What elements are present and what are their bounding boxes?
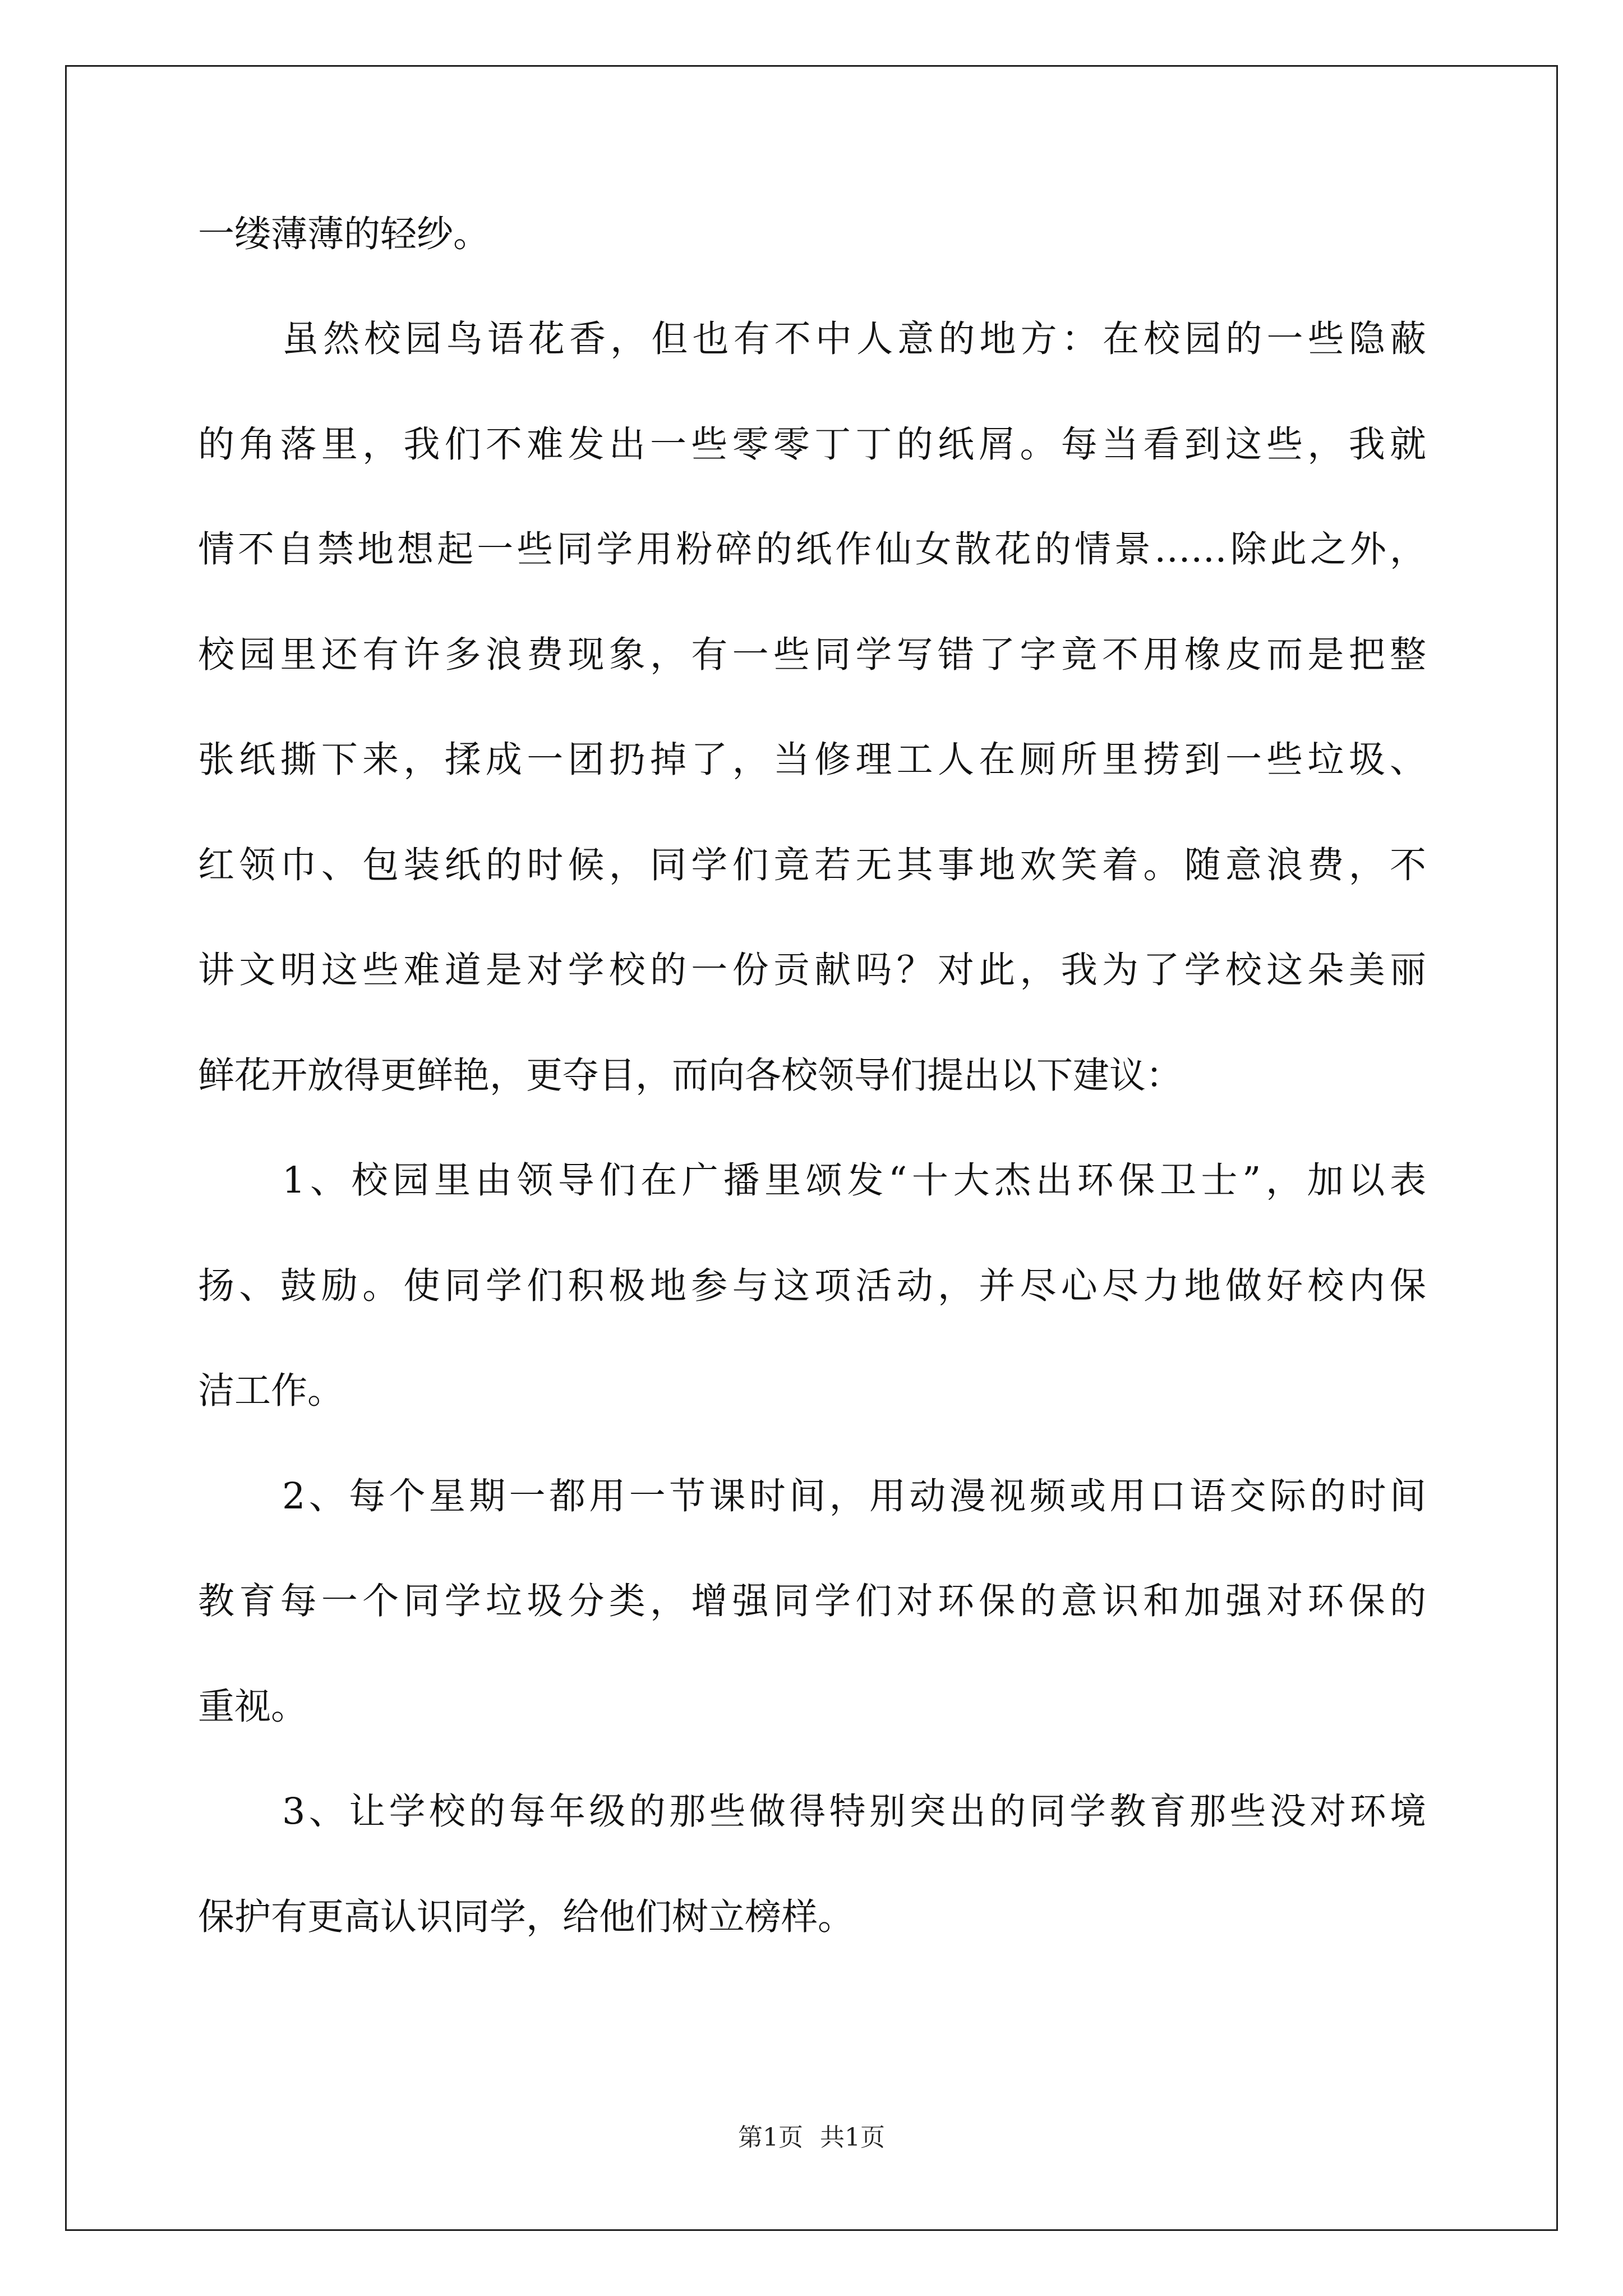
- text-line: 教育每一个同学垃圾分类，增强同学们对环保的意识和加强对环保的: [198, 1580, 1426, 1622]
- text-line: 3、让学校的每年级的那些做得特别突出的同学教育那些没对环境: [282, 1791, 1426, 1833]
- page-number: 第1页: [738, 2123, 803, 2152]
- text-line: 鲜花开放得更鲜艳，更夺目，而向各校领导们提出以下建议：: [198, 1055, 1183, 1097]
- text-line: 的角落里，我们不难发出一些零零丁丁的纸屑。每当看到这些，我就: [198, 424, 1426, 466]
- text-line: 重视。: [198, 1686, 308, 1728]
- text-line: 情不自禁地想起一些同学用粉碎的纸作仙女散花的情景……除此之外，: [198, 528, 1426, 570]
- text-line: 1、校园里由领导们在广播里颂发“十大杰出环保卫士”，加以表: [282, 1159, 1426, 1202]
- text-line: 讲文明这些难道是对学校的一份贡献吗？对此，我为了学校这朵美丽: [198, 949, 1426, 991]
- page-footer: [0, 2122, 1623, 2154]
- text-line: 保护有更高认识同学，给他们树立榜样。: [198, 1896, 855, 1938]
- text-line: 张纸撕下来，揉成一团扔掉了，当修理工人在厕所里捞到一些垃圾、: [198, 739, 1426, 781]
- text-line: 红领巾、包装纸的时候，同学们竟若无其事地欢笑着。随意浪费，不: [198, 844, 1426, 886]
- text-line: 虽然校园鸟语花香，但也有不中人意的地方：在校园的一些隐蔽: [282, 318, 1426, 360]
- page-total: 共1页: [820, 2123, 885, 2152]
- text-line: 校园里还有许多浪费现象，有一些同学写错了字竟不用橡皮而是把整: [198, 634, 1426, 676]
- text-line: 洁工作。: [198, 1370, 344, 1412]
- text-line: 2、每个星期一都用一节课时间，用动漫视频或用口语交际的时间: [282, 1475, 1426, 1517]
- text-line: 一缕薄薄的轻纱。: [198, 213, 490, 255]
- text-line: 扬、鼓励。使同学们积极地参与这项活动，并尽心尽力地做好校内保: [198, 1265, 1426, 1307]
